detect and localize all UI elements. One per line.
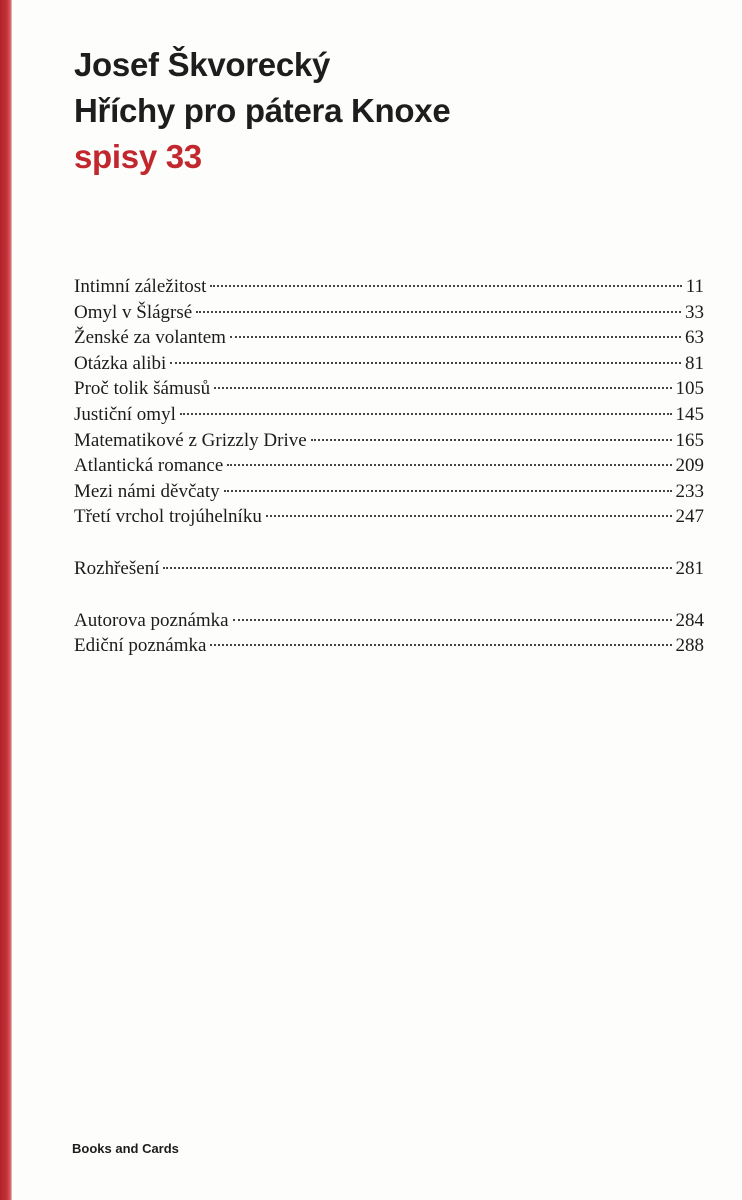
- toc-entry-title: Autorova poznámka: [74, 609, 229, 631]
- toc-entry: [74, 376, 704, 402]
- toc-entry: [74, 556, 704, 582]
- toc-entry-page: 247: [675, 506, 704, 528]
- toc-entry-title: Proč tolik šámusů: [74, 378, 211, 400]
- toc-entry-page: 288: [675, 635, 704, 657]
- toc-entry-page: 33: [685, 301, 704, 323]
- toc-entry-title: Intimní záležitost: [74, 276, 207, 297]
- toc-entry: [74, 402, 704, 428]
- toc-dot-leader: [266, 515, 672, 517]
- toc-entry-page: 284: [675, 609, 704, 631]
- toc-entry-title: Mezi námi děvčaty: [74, 480, 220, 502]
- title-block: [74, 42, 450, 180]
- toc-entry-title: Omyl v Šlágrsé: [74, 301, 193, 323]
- toc-entry-title: Ediční poznámka: [74, 635, 207, 657]
- toc-dot-leader: [210, 285, 681, 287]
- toc-dot-leader: [214, 387, 671, 389]
- toc-dot-leader: [170, 362, 681, 364]
- toc-entry-title: Matematikové z Grizzly Drive: [74, 429, 307, 451]
- toc-entry-page: 209: [675, 455, 704, 477]
- toc-dot-leader: [180, 413, 672, 415]
- toc-entry-page: 105: [675, 378, 704, 400]
- toc-dot-leader: [224, 490, 672, 492]
- toc-entry: [74, 300, 704, 326]
- toc-dot-leader: [210, 644, 671, 646]
- toc-group-notes: [74, 608, 704, 659]
- author-name: Josef Škvorecký: [74, 46, 331, 83]
- toc-dot-leader: [196, 311, 681, 313]
- toc-entry: [74, 325, 704, 351]
- toc-entry-page: 233: [675, 480, 704, 502]
- publisher-name: Books and Cards: [72, 1141, 179, 1156]
- toc-entry: [74, 428, 704, 454]
- red-spine-stripe: [0, 0, 12, 1200]
- toc-entry: [74, 453, 704, 479]
- toc-entry: [74, 608, 704, 634]
- toc-entry-title: Rozhřešení: [74, 557, 160, 579]
- toc-entry-title: Třetí vrchol trojúhelníku: [74, 506, 262, 528]
- series-label: spisy 33: [74, 138, 202, 175]
- toc-entry-page: 281: [675, 557, 704, 579]
- toc-group-epilogue: [74, 556, 704, 582]
- toc-entry-page: 165: [675, 429, 704, 451]
- table-of-contents: [74, 274, 704, 659]
- toc-entry-title: Justiční omyl: [74, 403, 176, 425]
- toc-dot-leader: [311, 439, 672, 441]
- toc-entry-page: 63: [685, 327, 704, 349]
- toc-entry: [74, 274, 704, 300]
- toc-entry: [74, 504, 704, 530]
- toc-dot-leader: [227, 464, 671, 466]
- toc-entry: [74, 479, 704, 505]
- toc-entry-title: Atlantická romance: [74, 455, 224, 477]
- book-title: Hříchy pro pátera Knoxe: [74, 92, 451, 129]
- toc-entry-title: Otázka alibi: [74, 352, 167, 374]
- toc-entry: [74, 351, 704, 377]
- toc-entry-title: Ženské za volantem: [74, 327, 226, 349]
- toc-dot-leader: [233, 619, 672, 621]
- toc-entry-page: 145: [675, 403, 704, 425]
- toc-entry-page: 11: [685, 276, 704, 297]
- toc-group-stories: [74, 274, 704, 530]
- toc-entry: [74, 633, 704, 659]
- toc-dot-leader: [163, 567, 671, 569]
- toc-entry-page: 81: [685, 352, 704, 374]
- toc-dot-leader: [230, 336, 681, 338]
